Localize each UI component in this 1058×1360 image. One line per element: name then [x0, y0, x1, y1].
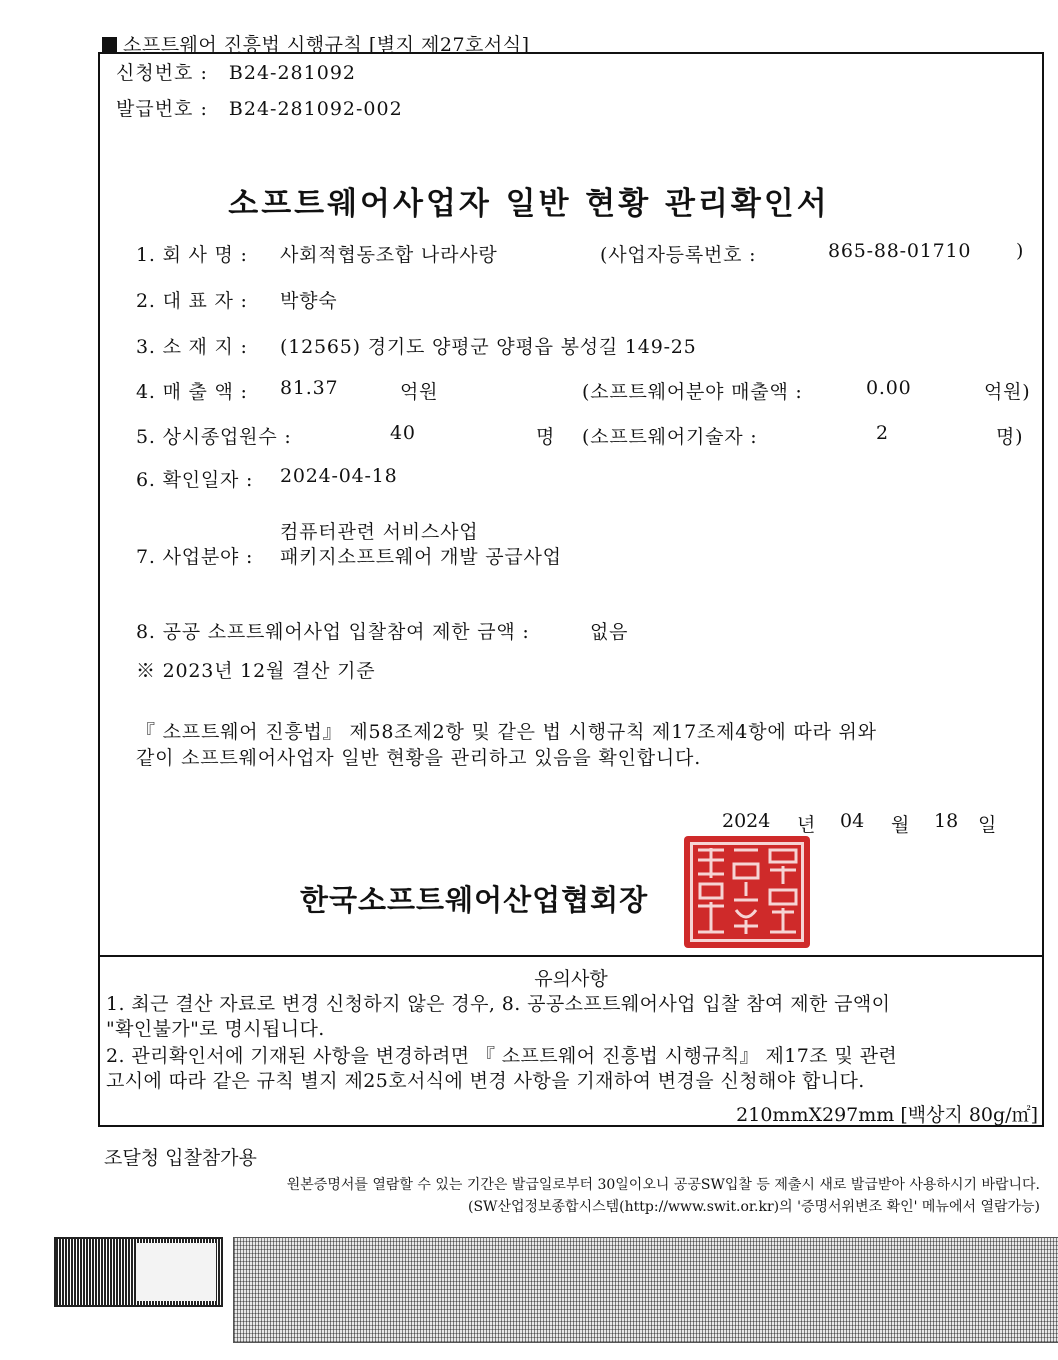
declaration-line-1: 『 소프트웨어 진흥법』 제58조제2항 및 같은 법 시행규칙 제17조제4항에 따라 위와 [136, 721, 877, 743]
engineers-value: 2 [876, 422, 889, 444]
engineers-unit: 명) [996, 426, 1024, 448]
paper-spec: 210mmX297mm [백상지 80g/㎡] [736, 1104, 1038, 1126]
address-label: 3. 소 재 지 : [136, 336, 248, 358]
business-field-1: 컴퓨터관련 서비스사업 [280, 521, 479, 543]
settlement-basis: ※ 2023년 12월 결산 기준 [136, 660, 376, 682]
bid-limit-value: 없음 [590, 621, 629, 643]
issue-label: 발급번호 : [116, 98, 208, 120]
business-field-label: 7. 사업분야 : [136, 546, 254, 568]
application-number-row [116, 58, 356, 85]
application-label: 신청번호 : [116, 62, 208, 84]
employees-value: 40 [390, 422, 416, 444]
notes-divider [98, 955, 1044, 957]
date-year-unit: 년 [797, 814, 816, 836]
address-value: (12565) 경기도 양평군 양평읍 봉성길 149-25 [280, 336, 697, 358]
official-seal-icon [684, 836, 810, 948]
company-name: 사회적협동조합 나라사랑 [280, 244, 498, 266]
square-bullet-icon [102, 37, 117, 52]
date-day: 18 [934, 810, 959, 832]
ceo-label: 2. 대 표 자 : [136, 290, 248, 312]
sw-sales-label: (소프트웨어분야 매출액 : [582, 381, 803, 403]
issuer-name: 한국소프트웨어산업협회장 [300, 883, 649, 917]
confirm-date-value: 2024-04-18 [280, 465, 398, 487]
declaration-line-2: 같이 소프트웨어사업자 일반 현황을 관리하고 있음을 확인합니다. [136, 747, 702, 769]
document-title: 소프트웨어사업자 일반 현황 관리확인서 [228, 186, 830, 222]
note-line-1: 1. 최근 결산 자료로 변경 신청하지 않은 경우, 8. 공공소프트웨어사업 입찰 참여 제한 금액이 [106, 993, 891, 1015]
usage-purpose: 조달청 입찰참가용 [104, 1147, 257, 1169]
viewing-notice: 원본증명서를 열람할 수 있는 기간은 발급일로부터 30일이오니 공공SW입찰 등 제출시 새로 발급받아 사용하시기 바랍니다. [286, 1177, 1040, 1193]
issue-number: B24-281092-002 [228, 98, 403, 120]
date-month-unit: 월 [891, 814, 910, 836]
confirm-date-label: 6. 확인일자 : [136, 469, 254, 491]
ceo-name: 박향숙 [280, 290, 338, 312]
employees-label: 5. 상시종업원수 : [136, 426, 292, 448]
note-line-2: "확인불가"로 명시됩니다. [106, 1018, 325, 1040]
verification-notice: (SW산업정보종합시스템(http://www.swit.or.kr)의 '증명서위변조 확인' 메뉴에서 열람가능) [468, 1199, 1040, 1215]
date-year: 2024 [722, 810, 771, 832]
bid-limit-label: 8. 공공 소프트웨어사업 입찰참여 제한 금액 : [136, 621, 530, 643]
issue-number-row [116, 94, 403, 121]
date-day-unit: 일 [978, 814, 997, 836]
sales-value: 81.37 [280, 377, 339, 399]
note-line-4: 고시에 따라 같은 규칙 별지 제25호서식에 변경 사항을 기재하여 변경을 신청해야 합니다. [106, 1070, 865, 1092]
form-label: 소프트웨어 진흥법 시행규칙 [별지 제27호서식] [102, 30, 530, 57]
sw-sales-value: 0.00 [866, 377, 912, 399]
original-mark-barcode [54, 1237, 223, 1307]
business-field-2: 패키지소프트웨어 개발 공급사업 [280, 546, 562, 568]
date-month: 04 [840, 810, 865, 832]
application-number: B24-281092 [228, 62, 356, 84]
company-label: 1. 회 사 명 : [136, 244, 248, 266]
note-line-3: 2. 관리확인서에 기재된 사항을 변경하려면 『 소프트웨어 진흥법 시행규칙』 제17조 및 관련 [106, 1045, 898, 1067]
bizreg-label: (사업자등록번호 : [600, 244, 757, 266]
sw-sales-unit: 억원) [984, 381, 1031, 403]
bizreg-number: 865-88-01710 [828, 240, 972, 262]
employees-unit: 명 [536, 426, 556, 448]
security-2d-barcode [233, 1237, 1058, 1343]
engineers-label: (소프트웨어기술자 : [582, 426, 758, 448]
sales-label: 4. 매 출 액 : [136, 381, 248, 403]
notes-title: 유의사항 [534, 968, 608, 990]
sales-unit: 억원 [400, 381, 439, 403]
bizreg-close: ) [1016, 240, 1025, 262]
